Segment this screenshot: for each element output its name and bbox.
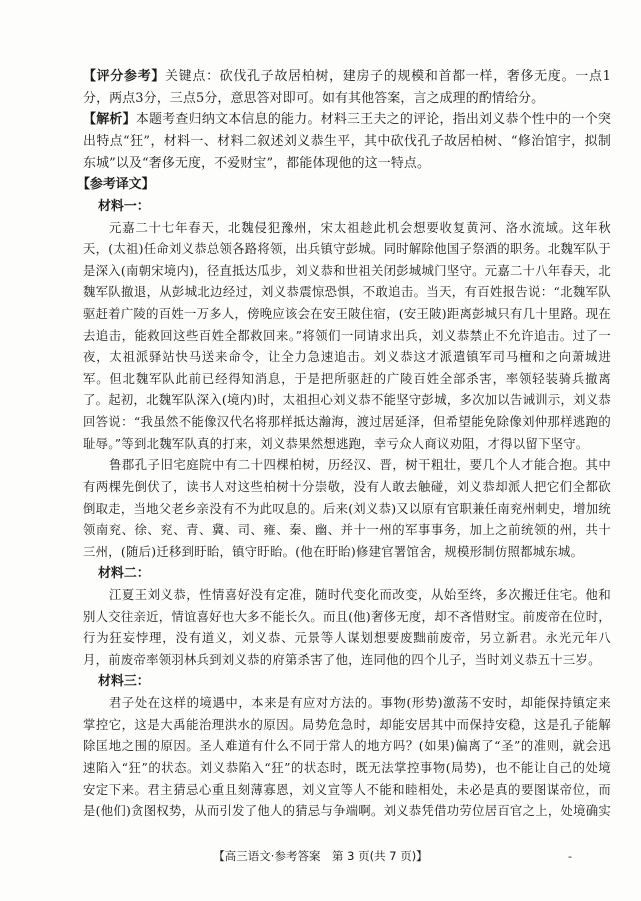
analysis-label: 【解析】 xyxy=(83,112,136,128)
material-one-heading: 材料一： xyxy=(98,198,150,214)
analysis xyxy=(83,109,611,174)
scoring-reference xyxy=(83,66,611,109)
material-three-heading: 材料三： xyxy=(98,674,150,690)
translation-heading: 【参考译文】 xyxy=(77,177,155,193)
scoring-reference-label: 【评分参考】 xyxy=(83,69,166,84)
footer-text: 【高三语文·参考答案 第 3 页(共 7 页)】 xyxy=(213,849,428,863)
answer-content xyxy=(77,66,611,823)
material-one-paragraph-2: 鲁郡孔子旧宅庭院中有二十四棵柏树，历经汉、晋，树干粗壮，要几个人才能合抱。其中有两棵先倒伏了，读书人对这些柏树十分崇敬，没有人敢去触碰，刘义恭却派人把它们全都砍倒取走，当地父老乡亲没有不为此叹息的。后来(刘义恭)又以原有官职兼任南兖州刺史，增加统领南兖、徐、兖、青、冀、司、雍、秦、幽、并十一州的军事事务，加上之前统领的州，共十三州，(随后)迁移到盱眙，镇守盱眙。(他在盱眙)修建官署馆舍，规模形制仿照都城东城。 xyxy=(83,458,611,559)
material-two-heading: 材料二： xyxy=(98,566,150,582)
material-two-paragraph: 江夏王刘义恭，性情喜好没有定准，随时代变化而改变，从始至终，多次搬迁住宅。他和别人交往亲近，情谊喜好也大多不能长久。而且(他)奢侈无度，却不吝惜财宝。前废帝在位时，行为狂妄悖理，没有道义，刘义恭、元景等人谋划想要废黜前废帝，另立新君。永光元年八月，前废帝率领羽林兵到刘义恭的府第杀害了他，连同他的四个儿子，当时刘义恭五十三岁。 xyxy=(83,588,611,667)
material-three-paragraph: 君子处在这样的境遇中，本来是有应对方法的。事物(形势)激荡不安时，却能保持镇定来掌控它，这是大禹能治理洪水的原因。局势危急时，却能安居其中而保持安稳，这是孔子能解除匡地之围的原因。圣人难道有什么不同于常人的地方吗？(如果)偏离了“圣”的准则，就会迅速陷入“狂”的状态。刘义恭陷入“狂”的状态时，既无法掌控事物(局势)，也不能让自己的处境安定下来。君主猜忌心重且刻薄寡恩，刘义宣等人不能和睦相处，未必是真的要图谋帝位，而是(他们)贪图权势，从而引发了他人的猜忌与争端啊。刘义恭凭借功劳位居百官之上，处境确实 xyxy=(83,696,611,819)
analysis-text: 本题考查归纳文本信息的能力。材料三王夫之的评论，指出刘义恭个性中的一个突出特点“狂”，材料一、材料二叙述刘义恭生平，其中砍伐孔子故居柏树、“修治馆宇，拟制东城”以及“奢侈无度，不爱财宝”，都能体现他的这一特点。 xyxy=(83,112,611,171)
material-one-paragraph-1: 元嘉二十七年春天，北魏侵犯豫州，宋太祖趁此机会想要收复黄河、洛水流域。这年秋天，(太祖)任命刘义恭总领各路将领，出兵镇守彭城。同时解除他国子祭酒的职务。北魏军队于是深入(南朝宋境内)，径直抵达瓜步，刘义恭和世祖关闭彭城城门坚守。元嘉二十八年春天，北魏军队撤退，从彭城北边经过，刘义恭震惊恐惧，不敢追击。当天，有百姓报告说：“北魏军队驱赶着广陵的百姓一万多人，傍晚应该会在安王陂住宿，(安王陂)距离彭城只有几十里路。现在去追击，能救回这些百姓全都救回来。”将领们一同请求出兵，刘义恭禁止不允许追击。过了一夜，太祖派驿站快马送来命令，让全力急速追击。刘义恭这才派遣镇军司马檀和之向萧城进军。但北魏军队此前已经得知消息，于是把所驱赶的广陵百姓全部杀害，率领轻装骑兵撤离了。起初，北魏军队深入(境内)时，太祖担心刘义恭不能坚守彭城，多次加以告诫训示，刘义恭回答说：“我虽然不能像汉代名将那样抵达瀚海，渡过居延泽，但希望能免除像刘仲那样逃跑的耻辱。”等到北魏军队真的打来，刘义恭果然想逃跑，幸亏众人商议劝阻，才得以留下坚守。 xyxy=(83,220,611,451)
footer-mark: - xyxy=(568,850,572,863)
scoring-reference-text: 关键点：砍伐孔子故居柏树，建房子的规模和首都一样，奢侈无度。一点1分，两点3分，三点5分，意思答对即可。如有其他答案，言之成理的酌情给分。 xyxy=(83,69,611,106)
page-footer xyxy=(0,848,641,864)
